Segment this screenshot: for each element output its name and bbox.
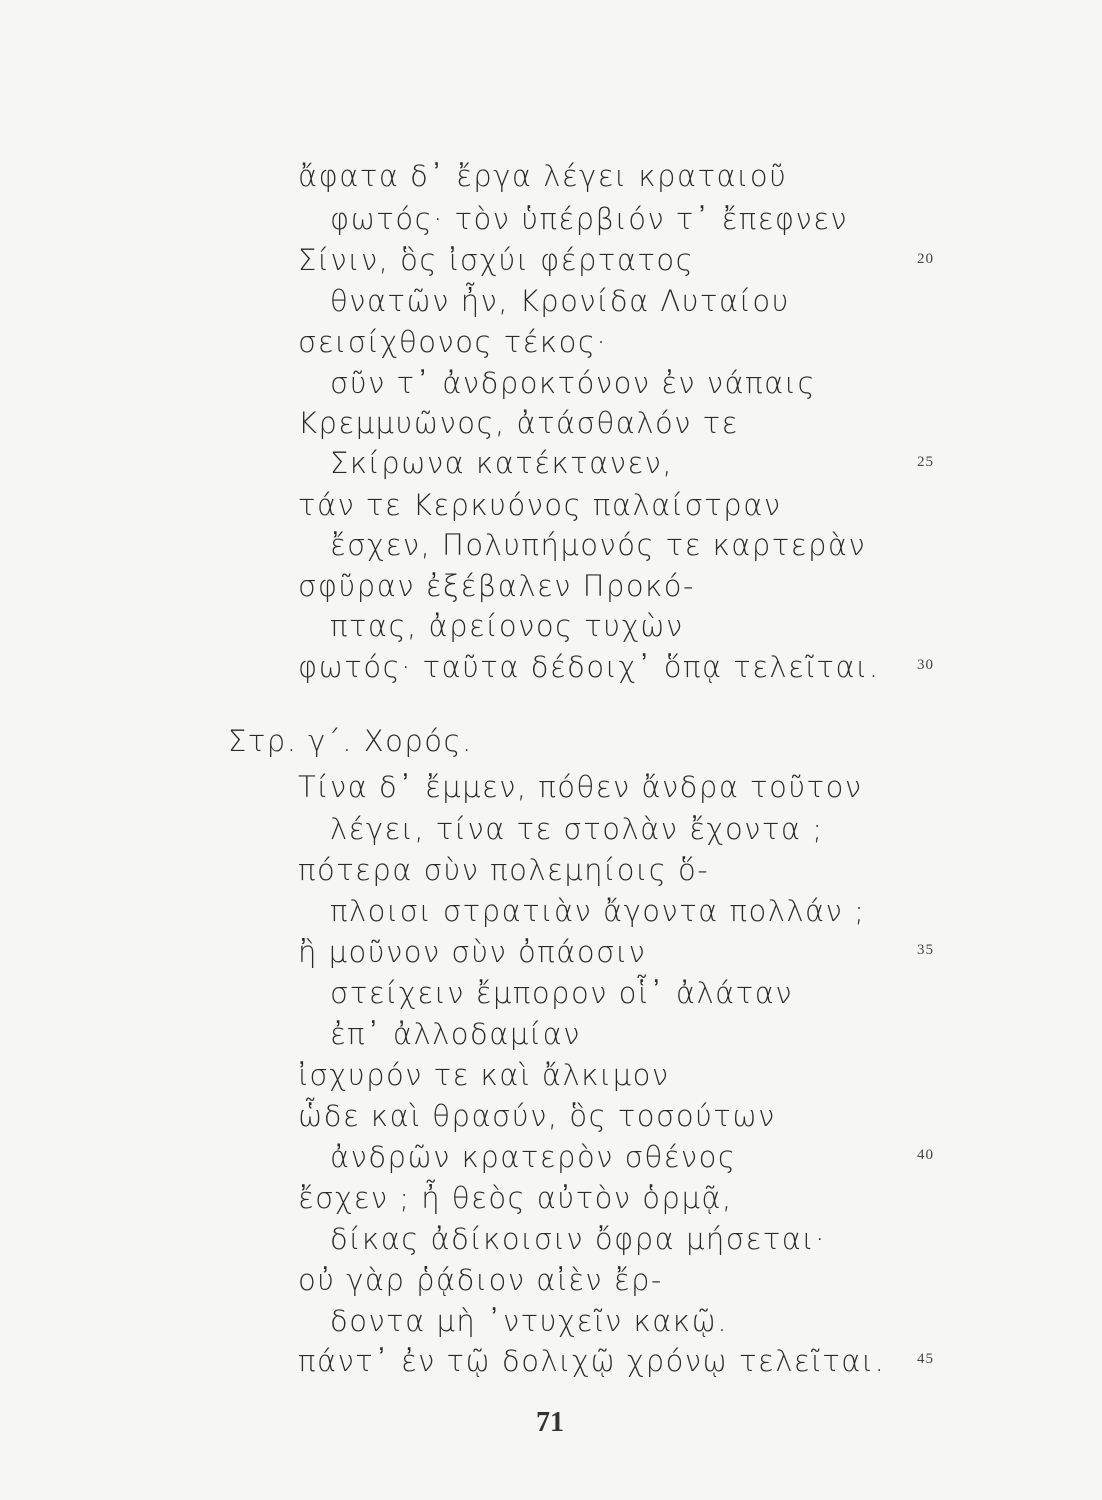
verse-line: σῦν τ᾽ ἀνδροκτόνον ἐν νάπαις [330, 366, 816, 400]
line-number: 40 [917, 1147, 934, 1163]
verse-line: πάντ᾽ ἐν τῷ δολιχῷ χρόνῳ τελεῖται. [298, 1344, 886, 1378]
line-number: 45 [917, 1351, 934, 1367]
verse-line: πότερα σὺν πολεμηίοις ὅ- [298, 853, 710, 887]
verse-line: Κρεμμυῶνος, ἀτάσθαλόν τε [298, 406, 739, 440]
verse-line: δίκας ἀδίκοισιν ὄφρα μήσεται· [330, 1222, 826, 1256]
verse-line: ἔσχεν ; ἦ θεὸς αὐτὸν ὁρμᾷ, [298, 1181, 733, 1215]
verse-line: σφῦραν ἐξέβαλεν Προκό- [298, 569, 696, 603]
verse-line: ὧδε καὶ θρασύν, ὃς τοσούτων [298, 1099, 776, 1133]
verse-line: Σκίρωνα κατέκτανεν, [330, 446, 674, 480]
verse-line: τάν τε Κερκυόνος παλαίστραν [298, 488, 782, 522]
line-number: 20 [917, 251, 934, 267]
verse-line: φωτός· ταῦτα δέδοιχ᾽ ὅπᾳ τελεῖται. [298, 650, 880, 684]
verse-line: θνατῶν ἦν, Κρονίδα Λυταίου [330, 284, 790, 318]
verse-line: οὐ γὰρ ῥᾴδιον αἰὲν ἔρ- [298, 1263, 663, 1297]
verse-line: στείχειν ἔμπορον οἷ᾽ ἀλάταν [330, 976, 794, 1010]
verse-line: σεισίχθονος τέκος· [298, 325, 608, 359]
verse-line: πλοισι στρατιὰν ἄγοντα πολλάν ; [330, 894, 866, 928]
strophe-heading: Στρ. γ΄. Χορός. [228, 724, 473, 758]
verse-line: ἢ μοῦνον σὺν ὀπάοσιν [298, 935, 647, 969]
verse-line: πτας, ἀρείονος τυχὼν [330, 609, 684, 643]
verse-line: ἔσχεν, Πολυπήμονός τε καρτερὰν [330, 528, 867, 562]
line-number: 25 [917, 454, 934, 470]
line-number: 35 [917, 942, 934, 958]
verse-line: Τίνα δ᾽ ἔμμεν, πόθεν ἄνδρα τοῦτον [298, 770, 863, 804]
verse-line: ἰσχυρόν τε καὶ ἄλκιμον [298, 1058, 670, 1092]
verse-line: λέγει, τίνα τε στολὰν ἔχοντα ; [330, 812, 824, 846]
verse-line: Σίνιν, ὃς ἰσχύι φέρτατος [298, 243, 695, 277]
verse-line: ἐπ᾽ ἀλλοδαμίαν [330, 1017, 581, 1051]
line-number: 30 [917, 657, 934, 673]
page-number: 71 [536, 1407, 564, 1438]
verse-line: φωτός· τὸν ὑπέρβιόν τ᾽ ἔπεφνεν [330, 202, 849, 236]
verse-line: δοντα μὴ ᾽ντυχεῖν κακῷ. [330, 1304, 729, 1338]
verse-line: ἄφατα δ᾽ ἔργα λέγει κραταιοῦ [298, 159, 788, 193]
verse-line: ἀνδρῶν κρατερὸν σθένος [330, 1140, 737, 1174]
